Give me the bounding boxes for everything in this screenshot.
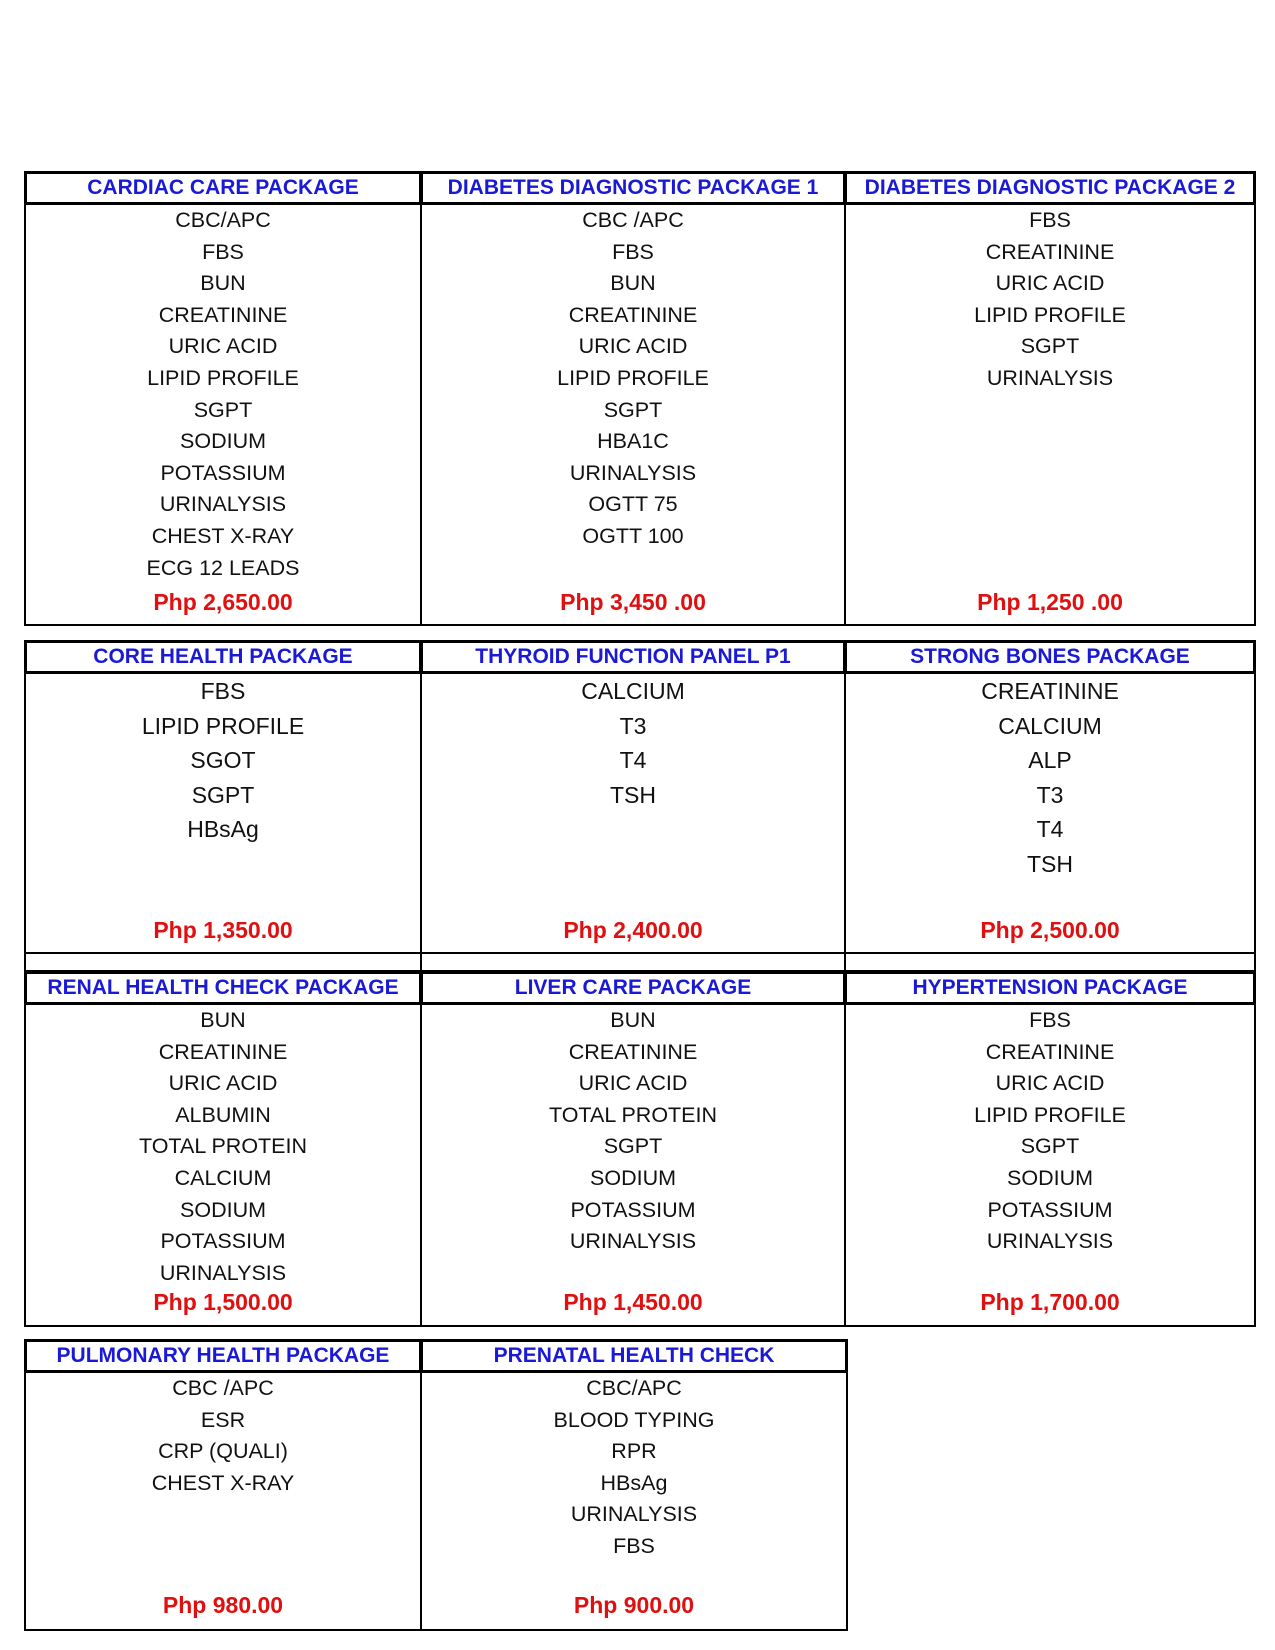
test-item: TOTAL PROTEIN bbox=[138, 1134, 308, 1159]
test-item: URINALYSIS bbox=[570, 1502, 698, 1527]
package-row-3 bbox=[24, 971, 1256, 1327]
package-price: Php 2,650.00 bbox=[153, 589, 293, 615]
test-item: SODIUM bbox=[180, 1197, 266, 1222]
test-item: URIC ACID bbox=[168, 1071, 278, 1096]
test-item: ECG 12 LEADS bbox=[146, 555, 300, 580]
test-item: OGTT 100 bbox=[582, 523, 684, 548]
test-list bbox=[26, 1373, 420, 1499]
test-item: CALCIUM bbox=[998, 712, 1102, 739]
test-item: HBsAg bbox=[600, 1470, 668, 1495]
test-item: BUN bbox=[610, 271, 656, 296]
test-item: URINALYSIS bbox=[159, 1260, 287, 1285]
package-price: Php 1,450.00 bbox=[563, 1289, 703, 1315]
package-title: CORE HEALTH PACKAGE bbox=[24, 640, 422, 674]
test-item: SGPT bbox=[193, 397, 253, 422]
test-list bbox=[26, 1005, 420, 1289]
package-title: CARDIAC CARE PACKAGE bbox=[24, 171, 422, 205]
test-item: URIC ACID bbox=[995, 1071, 1105, 1096]
test-item: BUN bbox=[200, 1008, 246, 1032]
test-item: CHEST X-RAY bbox=[151, 1470, 295, 1495]
test-item: TSH bbox=[610, 781, 656, 808]
test-item: ESR bbox=[200, 1407, 246, 1432]
test-item: CRP (QUALI) bbox=[158, 1439, 288, 1464]
package-prenatal-health-check bbox=[420, 1339, 848, 1631]
test-item: CHEST X-RAY bbox=[151, 523, 295, 548]
test-item: TSH bbox=[1027, 850, 1073, 877]
test-item: CREATININE bbox=[568, 302, 698, 327]
package-title: LIVER CARE PACKAGE bbox=[420, 971, 846, 1005]
test-item: POTASSIUM bbox=[987, 1197, 1113, 1222]
test-item: LIPID PROFILE bbox=[557, 365, 709, 390]
test-item: CBC /APC bbox=[582, 208, 684, 232]
test-item: URIC ACID bbox=[578, 1071, 688, 1096]
test-item: POTASSIUM bbox=[570, 1197, 696, 1222]
package-row-1 bbox=[24, 171, 1256, 626]
test-list bbox=[422, 205, 844, 553]
test-item: SGPT bbox=[603, 1134, 663, 1159]
package-price: Php 2,400.00 bbox=[563, 917, 703, 943]
test-item: CREATININE bbox=[985, 239, 1115, 264]
test-list bbox=[26, 674, 420, 847]
test-item: HBA1C bbox=[597, 429, 669, 454]
package-title: DIABETES DIAGNOSTIC PACKAGE 1 bbox=[420, 171, 846, 205]
test-item: CREATININE bbox=[568, 1039, 698, 1064]
test-item: URINALYSIS bbox=[569, 460, 697, 485]
test-item: URIC ACID bbox=[168, 334, 278, 359]
test-item: ALP bbox=[1028, 747, 1072, 774]
package-pulmonary-health bbox=[24, 1339, 420, 1631]
package-title: PULMONARY HEALTH PACKAGE bbox=[24, 1339, 422, 1373]
package-liver-care bbox=[420, 971, 844, 1327]
package-price: Php 1,250 .00 bbox=[977, 589, 1123, 615]
package-thyroid-function-panel bbox=[420, 640, 844, 972]
package-price: Php 900.00 bbox=[573, 1592, 695, 1618]
test-item: OGTT 75 bbox=[588, 492, 678, 517]
test-item: CREATININE bbox=[158, 1039, 288, 1064]
test-item: CREATININE bbox=[985, 1039, 1115, 1064]
test-item: URINALYSIS bbox=[986, 365, 1114, 390]
test-item: T3 bbox=[1036, 781, 1064, 808]
test-item: LIPID PROFILE bbox=[141, 712, 305, 739]
package-strong-bones bbox=[844, 640, 1256, 972]
test-item: CBC/APC bbox=[586, 1376, 682, 1400]
test-item: FBS bbox=[200, 678, 246, 704]
package-title: DIABETES DIAGNOSTIC PACKAGE 2 bbox=[844, 171, 1256, 205]
package-renal-health-check bbox=[24, 971, 420, 1327]
test-list bbox=[846, 674, 1254, 882]
test-item: CREATININE bbox=[981, 678, 1119, 704]
test-item: LIPID PROFILE bbox=[974, 1102, 1126, 1127]
test-item: SGPT bbox=[603, 397, 663, 422]
test-item: HBsAg bbox=[187, 816, 259, 843]
package-title: RENAL HEALTH CHECK PACKAGE bbox=[24, 971, 422, 1005]
test-item: POTASSIUM bbox=[160, 460, 286, 485]
test-list bbox=[846, 1005, 1254, 1258]
package-title: PRENATAL HEALTH CHECK bbox=[420, 1339, 848, 1373]
test-item: CALCIUM bbox=[174, 1165, 272, 1190]
test-item: T4 bbox=[619, 747, 647, 774]
test-item: T3 bbox=[619, 712, 647, 739]
test-item: SGOT bbox=[190, 747, 256, 774]
test-item: URIC ACID bbox=[995, 271, 1105, 296]
test-item: SODIUM bbox=[590, 1165, 676, 1190]
test-item: RPR bbox=[611, 1439, 657, 1464]
test-item: CBC/APC bbox=[175, 208, 271, 232]
package-title: HYPERTENSION PACKAGE bbox=[844, 971, 1256, 1005]
test-item: SGPT bbox=[1020, 1134, 1080, 1159]
test-list bbox=[422, 1373, 846, 1563]
test-item: URINALYSIS bbox=[986, 1229, 1114, 1254]
test-item: SGPT bbox=[191, 781, 255, 808]
package-title: STRONG BONES PACKAGE bbox=[844, 640, 1256, 674]
test-item: FBS bbox=[1029, 208, 1071, 232]
row-divider bbox=[24, 952, 1256, 972]
package-price: Php 1,350.00 bbox=[153, 917, 293, 943]
package-row-2 bbox=[24, 640, 1256, 972]
test-item: SODIUM bbox=[180, 429, 266, 454]
test-item: BUN bbox=[610, 1008, 656, 1032]
package-diabetes-diagnostic-2 bbox=[844, 171, 1256, 626]
test-item: FBS bbox=[612, 239, 654, 264]
test-item: ALBUMIN bbox=[175, 1102, 271, 1127]
package-row-4 bbox=[24, 1339, 848, 1631]
test-item: URINALYSIS bbox=[569, 1229, 697, 1254]
test-list bbox=[422, 674, 844, 812]
test-item: SODIUM bbox=[1007, 1165, 1093, 1190]
test-list bbox=[26, 205, 420, 584]
test-item: CBC /APC bbox=[172, 1376, 274, 1400]
package-price: Php 2,500.00 bbox=[980, 917, 1120, 943]
test-item: FBS bbox=[613, 1533, 655, 1558]
package-price: Php 1,700.00 bbox=[980, 1289, 1120, 1315]
test-item: SGPT bbox=[1020, 334, 1080, 359]
package-title: THYROID FUNCTION PANEL P1 bbox=[420, 640, 846, 674]
test-item: CREATININE bbox=[158, 302, 288, 327]
test-item: POTASSIUM bbox=[160, 1229, 286, 1254]
test-item: LIPID PROFILE bbox=[974, 302, 1126, 327]
package-diabetes-diagnostic-1 bbox=[420, 171, 844, 626]
test-item: FBS bbox=[1029, 1008, 1071, 1032]
test-item: CALCIUM bbox=[581, 678, 685, 704]
test-list bbox=[422, 1005, 844, 1258]
package-price: Php 1,500.00 bbox=[153, 1289, 293, 1315]
package-cardiac-care bbox=[24, 171, 420, 626]
test-item: LIPID PROFILE bbox=[147, 365, 299, 390]
test-list bbox=[846, 205, 1254, 395]
test-item: BLOOD TYPING bbox=[553, 1407, 715, 1432]
test-item: BUN bbox=[200, 271, 246, 296]
package-core-health bbox=[24, 640, 420, 972]
test-item: T4 bbox=[1036, 816, 1064, 843]
test-item: URIC ACID bbox=[578, 334, 688, 359]
package-price: Php 3,450 .00 bbox=[560, 589, 706, 615]
test-item: TOTAL PROTEIN bbox=[548, 1102, 718, 1127]
test-item: URINALYSIS bbox=[159, 492, 287, 517]
test-item: FBS bbox=[202, 239, 244, 264]
package-price: Php 980.00 bbox=[162, 1592, 284, 1618]
package-hypertension bbox=[844, 971, 1256, 1327]
